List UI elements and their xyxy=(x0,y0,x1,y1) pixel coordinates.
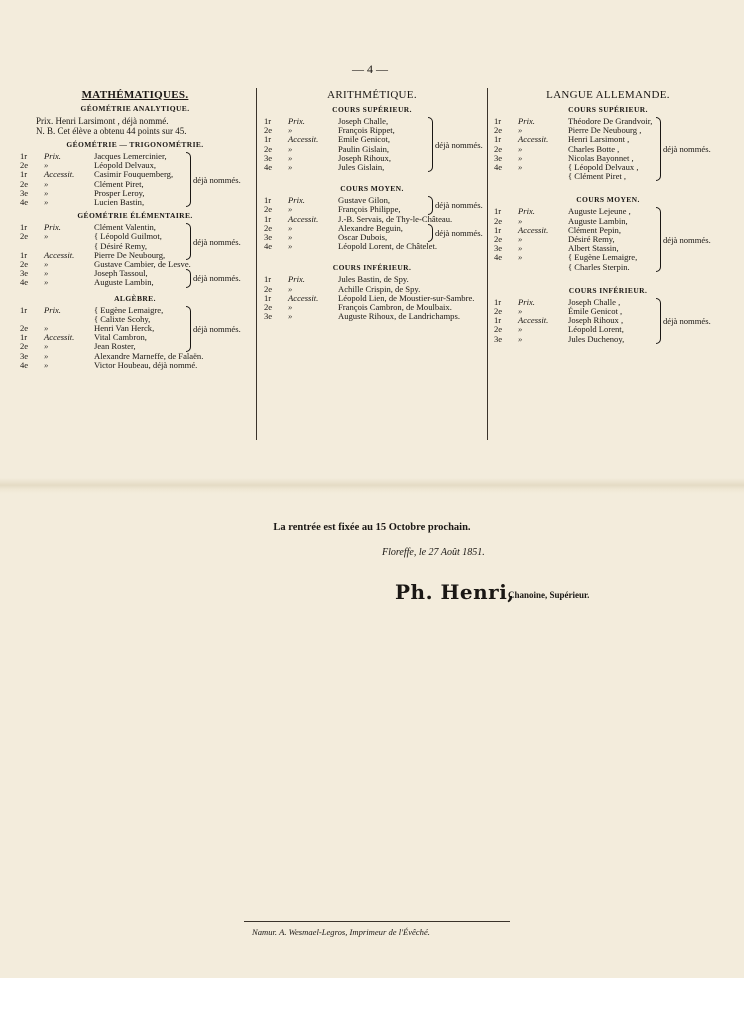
student-name: Auguste Rihoux, de Landrichamps. xyxy=(338,311,460,322)
award-label: » xyxy=(518,234,523,245)
award-label: » xyxy=(288,232,293,243)
student-name: Pierre De Neubourg , xyxy=(568,125,642,136)
award-label: » xyxy=(44,197,49,208)
place-date: Floreffe, le 27 Août 1851. xyxy=(382,547,485,558)
student-name: Victor Houbeau, déjà nommé. xyxy=(94,359,198,370)
rank-label: 1r xyxy=(264,274,272,285)
award-label: Accessit. xyxy=(44,249,75,260)
brace-mark xyxy=(186,269,191,287)
rank-label: 4e xyxy=(494,252,503,263)
rank-label xyxy=(14,315,44,324)
student-name: François Cambron, de Moulbaix. xyxy=(338,302,452,313)
award-label: » xyxy=(518,243,523,254)
brace-mark xyxy=(656,117,661,181)
deja-nommes-note: déjà nommés. xyxy=(663,315,711,326)
rank-label: 3e xyxy=(20,187,29,198)
rank-label: 2e xyxy=(20,259,29,270)
deja-nommes-note: déjà nommés. xyxy=(663,144,711,155)
student-name: { Désiré Remy, xyxy=(94,240,147,251)
student-name: Albert Stassin, xyxy=(568,243,619,254)
award-label: » xyxy=(518,143,523,154)
student-name: Joseph Rihoux, xyxy=(338,152,391,163)
rank-label: 2e xyxy=(264,283,273,294)
rank-label: 3e xyxy=(494,152,503,163)
student-name: Achille Crispin, de Spy. xyxy=(338,283,421,294)
award-label: Accessit. xyxy=(518,134,549,145)
rank-label: 4e xyxy=(20,277,29,288)
award-label: » xyxy=(44,277,49,288)
brace-mark xyxy=(186,223,191,260)
rank-label: 2e xyxy=(494,324,503,335)
award-label: » xyxy=(288,143,293,154)
student-name: Jean Roster, xyxy=(94,341,136,352)
rank-label: 1r xyxy=(494,134,502,145)
award-label: » xyxy=(518,324,523,335)
award-entry xyxy=(488,335,728,344)
student-name: Jules Gislain, xyxy=(338,162,385,173)
brace-mark xyxy=(428,196,433,214)
award-label: Prix. xyxy=(288,195,305,206)
student-name: Joseph Challe, xyxy=(338,116,389,126)
column-arithmetique xyxy=(258,86,486,438)
student-name: Joseph Tassoul, xyxy=(94,268,148,279)
page-number: — 4 — xyxy=(352,62,388,76)
rank-label: 2e xyxy=(264,125,273,136)
student-name: Gustave Gilon, xyxy=(338,195,391,206)
rank-label: 3e xyxy=(20,268,29,279)
award-label: Prix. xyxy=(288,116,305,126)
award-group xyxy=(488,298,728,344)
award-label: Prix. xyxy=(44,151,61,161)
rank-label: 2e xyxy=(20,341,29,352)
rank-label: 3e xyxy=(264,232,273,243)
student-name: { Clément Piret , xyxy=(568,171,627,182)
student-name: { Léopold Delvaux , xyxy=(568,162,639,173)
award-label: » xyxy=(288,241,293,252)
student-name: Emile Genicot, xyxy=(338,134,391,145)
award-entry xyxy=(258,163,486,172)
award-label: Prix. xyxy=(518,206,535,217)
student-name: Clément Valentin, xyxy=(94,222,156,233)
award-label: Prix. xyxy=(44,222,61,233)
award-label: Prix. xyxy=(518,296,535,307)
student-name: Paulin Gislain, xyxy=(338,143,390,154)
award-label: » xyxy=(288,162,293,173)
student-name: Henri Larsimont , xyxy=(568,134,630,145)
printer-imprint: Namur. A. Wesmael-Legros, Imprimeur de l'Évêché. xyxy=(252,927,430,937)
award-label: » xyxy=(44,187,49,198)
award-label: Prix. xyxy=(518,116,535,126)
student-name: Désiré Remy, xyxy=(568,234,615,245)
section-heading: GÉOMÉTRIE — TRIGONOMÉTRIE. xyxy=(66,140,204,149)
section-heading: GÉOMÉTRIE ÉLÉMENTAIRE. xyxy=(77,211,193,221)
student-name: Théodore De Grandvoir, xyxy=(568,116,653,126)
award-entry xyxy=(258,242,486,251)
student-name: Gustave Cambier, de Lesve. xyxy=(94,259,191,270)
student-name: { Léopold Guilmot, xyxy=(94,231,162,242)
rank-label: 2e xyxy=(494,143,503,154)
rank-label xyxy=(14,242,44,251)
rank-label: 2e xyxy=(20,231,29,242)
award-group xyxy=(14,152,256,207)
award-label: » xyxy=(44,323,49,334)
section-heading: COURS SUPÉRIEUR. xyxy=(332,105,412,114)
student-name: { Calixte Scohy, xyxy=(94,313,151,324)
award-label: » xyxy=(288,125,293,136)
rank-label xyxy=(488,263,518,272)
student-name: Clément Piret, xyxy=(94,178,144,189)
student-name: Alexandre Marneffe, de Falaën. xyxy=(94,350,204,361)
brace-mark xyxy=(428,224,433,242)
brace-mark xyxy=(656,298,661,344)
student-name: { Charles Sterpin. xyxy=(568,261,630,272)
award-label: » xyxy=(518,162,523,173)
student-name: Charles Botte , xyxy=(568,143,620,154)
deja-nommes-note: déjà nommés. xyxy=(663,234,711,245)
printer-rule xyxy=(244,921,510,922)
rank-label: 1r xyxy=(20,169,28,180)
award-label: Accessit. xyxy=(518,315,549,326)
award-label xyxy=(44,315,94,324)
brace-mark xyxy=(656,207,661,271)
student-name: Nicolas Bayonnet , xyxy=(568,152,634,163)
award-entry xyxy=(14,198,256,207)
rank-label: 2e xyxy=(494,125,503,136)
student-name: Henri Van Herck, xyxy=(94,323,155,334)
award-label: Accessit. xyxy=(44,169,75,180)
rank-label: 4e xyxy=(494,162,503,173)
award-entry xyxy=(488,172,728,181)
section-heading: ALGÈBRE. xyxy=(114,293,156,303)
award-label: » xyxy=(518,125,523,136)
student-name: Clément Pepin, xyxy=(568,224,621,235)
column-divider xyxy=(256,88,257,440)
student-name: Jacques Lemercinier, xyxy=(94,151,167,161)
award-group xyxy=(14,269,256,287)
rank-label: 2e xyxy=(494,215,503,226)
award-group xyxy=(258,224,486,242)
rank-label: 4e xyxy=(20,359,29,370)
award-label: » xyxy=(288,222,293,233)
signature: Ph. Henri, xyxy=(395,580,515,604)
student-name: Léopold Lorent, xyxy=(568,324,624,335)
award-label: » xyxy=(44,178,49,189)
deja-nommes-note: déjà nommés. xyxy=(193,174,241,185)
section-heading: COURS MOYEN. xyxy=(340,184,404,194)
note-line: N. B. Cet élève a obtenu 44 points sur 45. xyxy=(36,126,187,136)
rank-label: 3e xyxy=(494,243,503,254)
rank-label: 1r xyxy=(20,222,28,233)
award-group xyxy=(258,117,486,172)
rank-label: 1r xyxy=(264,116,272,126)
award-label: » xyxy=(518,152,523,163)
student-name: Joseph Challe , xyxy=(568,296,621,307)
section-heading: COURS INFÉRIEUR. xyxy=(568,285,648,295)
student-name: { Eugène Lemaigre, xyxy=(568,252,638,263)
rank-label: 1r xyxy=(494,224,502,235)
column-title: ARITHMÉTIQUE. xyxy=(327,89,417,101)
rank-label: 1r xyxy=(20,304,28,315)
rank-label: 1r xyxy=(494,116,502,126)
award-label: » xyxy=(518,333,523,344)
rank-label: 2e xyxy=(20,323,29,334)
student-name: Auguste Lambin, xyxy=(94,277,154,288)
rank-label: 1r xyxy=(264,292,272,303)
rank-label: 2e xyxy=(264,204,273,215)
award-label: » xyxy=(288,204,293,215)
award-entry xyxy=(14,361,256,370)
award-entry xyxy=(488,263,728,272)
column-langue-allemande xyxy=(488,86,728,438)
rank-label: 2e xyxy=(264,222,273,233)
rank-label: 2e xyxy=(494,306,503,317)
student-name: Auguste Lambin, xyxy=(568,215,628,226)
deja-nommes-note: déjà nommés. xyxy=(435,200,483,211)
rentree-notice: La rentrée est fixée au 15 Octobre prochain. xyxy=(273,522,471,533)
student-name: Jules Bastin, de Spy. xyxy=(338,274,409,285)
student-name: Léopold Delvaux, xyxy=(94,160,157,171)
rank-label: 3e xyxy=(20,350,29,361)
section-heading: COURS MOYEN. xyxy=(576,195,640,205)
award-label: » xyxy=(288,302,293,313)
award-group xyxy=(258,242,486,251)
student-name: { Eugène Lemaigre, xyxy=(94,304,164,315)
student-name: Vital Cambron, xyxy=(94,332,147,343)
rank-label: 2e xyxy=(20,160,29,171)
brace-mark xyxy=(186,152,191,207)
award-label xyxy=(518,172,568,181)
student-name: Léopold Lorent, de Châtelet. xyxy=(338,241,438,252)
student-name: Oscar Dubois, xyxy=(338,232,388,243)
award-label: » xyxy=(44,350,49,361)
award-label: » xyxy=(518,252,523,263)
award-label: Prix. xyxy=(44,304,61,315)
rank-label: 1r xyxy=(264,195,272,206)
rank-label: 2e xyxy=(494,234,503,245)
student-name: Alexandre Beguin, xyxy=(338,222,403,233)
student-name: Casimir Fouquemberg, xyxy=(94,169,174,180)
award-label: Accessit. xyxy=(288,134,319,145)
rank-label: 3e xyxy=(264,152,273,163)
rank-label xyxy=(488,172,518,181)
student-name: François Philippe, xyxy=(338,204,401,215)
rank-label: 3e xyxy=(494,333,503,344)
award-group xyxy=(14,352,256,370)
award-label: » xyxy=(518,306,523,317)
student-name: Lucien Bastin, xyxy=(94,197,145,208)
signature-role: Chanoine, Supérieur. xyxy=(508,590,590,600)
student-name: Pierre De Neubourg, xyxy=(94,249,166,260)
student-name: Léopold Lien, de Moustier-sur-Sambre. xyxy=(338,292,475,303)
rank-label: 1r xyxy=(20,249,28,260)
column-mathematiques xyxy=(14,86,256,438)
award-label: Prix. xyxy=(288,274,305,285)
award-group xyxy=(14,306,256,352)
award-label: » xyxy=(44,359,49,370)
rank-label: 4e xyxy=(264,162,273,173)
award-label: » xyxy=(44,268,49,279)
award-label: Accessit. xyxy=(288,292,319,303)
student-name: François Rippet, xyxy=(338,125,395,136)
column-title: MATHÉMATIQUES. xyxy=(81,89,189,101)
note-line: Prix. Henri Larsimont , déjà nommé. xyxy=(36,116,169,126)
award-group xyxy=(488,207,728,271)
student-name: Émile Genicot , xyxy=(568,306,623,317)
brace-mark xyxy=(428,117,433,172)
student-name: J.-B. Servais, de Thy-le-Château. xyxy=(338,213,453,224)
award-group xyxy=(258,275,486,321)
brace-mark xyxy=(186,306,191,352)
section-heading: COURS SUPÉRIEUR. xyxy=(568,105,648,114)
rank-label: 1r xyxy=(494,315,502,326)
rank-label: 1r xyxy=(20,332,28,343)
student-name: Prosper Leroy, xyxy=(94,187,145,198)
award-label: » xyxy=(288,283,293,294)
paper-fold xyxy=(0,478,744,494)
award-label: » xyxy=(44,341,49,352)
rank-label: 1r xyxy=(494,296,502,307)
award-label: » xyxy=(44,231,49,242)
rank-label: 3e xyxy=(264,311,273,322)
award-group xyxy=(258,196,486,214)
award-group xyxy=(14,223,256,260)
award-label: » xyxy=(44,259,49,270)
rank-label: 1r xyxy=(494,206,502,217)
award-label: » xyxy=(518,215,523,226)
student-name: Joseph Rihoux , xyxy=(568,315,624,326)
deja-nommes-note: déjà nommés. xyxy=(193,273,241,284)
award-label: Accessit. xyxy=(518,224,549,235)
rank-label: 2e xyxy=(264,143,273,154)
award-label xyxy=(518,263,568,272)
rank-label: 1r xyxy=(20,151,28,161)
deja-nommes-note: déjà nommés. xyxy=(435,139,483,150)
rank-label: 1r xyxy=(264,213,272,224)
rank-label: 1r xyxy=(264,134,272,145)
rank-label: 4e xyxy=(20,197,29,208)
rank-label: 2e xyxy=(20,178,29,189)
deja-nommes-note: déjà nommés. xyxy=(193,323,241,334)
rank-label: 2e xyxy=(264,302,273,313)
student-name: Jules Duchenoy, xyxy=(568,333,625,344)
section-heading: GÉOMÉTRIE ANALYTIQUE. xyxy=(80,104,190,113)
section-heading: COURS INFÉRIEUR. xyxy=(332,263,412,273)
award-label: » xyxy=(288,311,293,322)
award-label: Accessit. xyxy=(44,332,75,343)
deja-nommes-note: déjà nommés. xyxy=(193,236,241,247)
award-group xyxy=(488,117,728,181)
rank-label: 4e xyxy=(264,241,273,252)
award-entry xyxy=(258,312,486,321)
column-title: LANGUE ALLEMANDE. xyxy=(546,89,670,101)
award-label: » xyxy=(288,152,293,163)
student-name: Auguste Lejeune , xyxy=(568,206,631,217)
deja-nommes-note: déjà nommés. xyxy=(435,228,483,239)
award-label: » xyxy=(44,160,49,171)
award-label: Accessit. xyxy=(288,213,319,224)
